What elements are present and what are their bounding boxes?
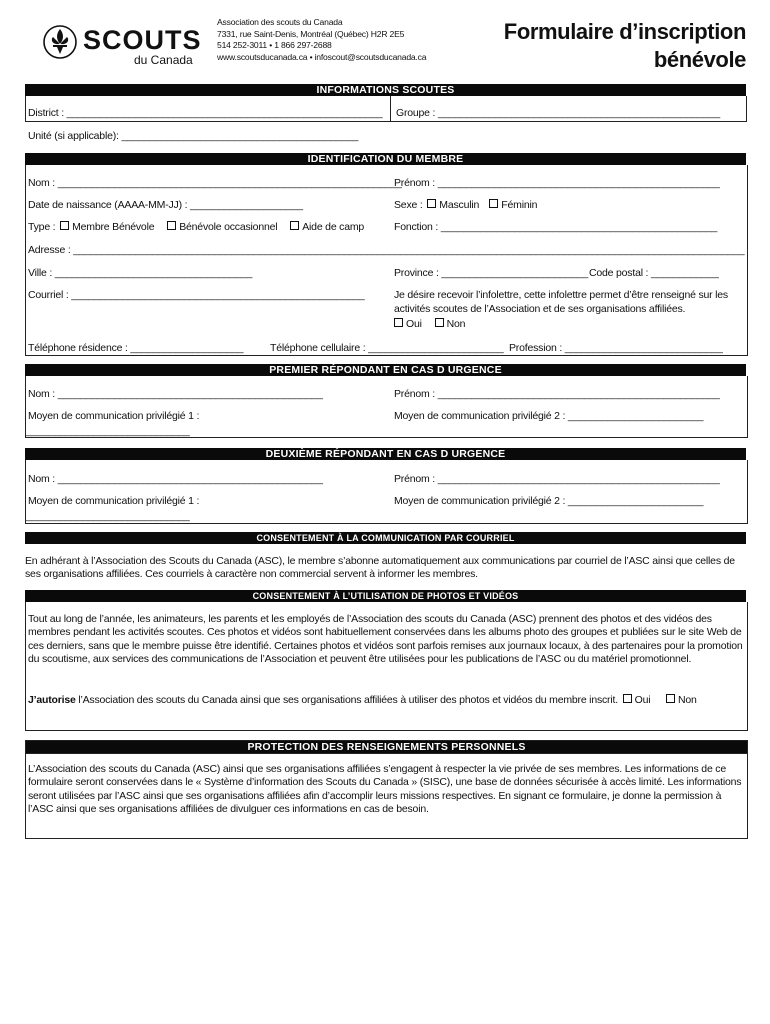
sexe-label: Sexe : <box>394 199 423 211</box>
newsletter-text: activités scoutes de l’Association et de ses organisations affiliées. <box>394 303 686 315</box>
fleur-de-lis-icon <box>42 24 78 60</box>
fonction-field[interactable]: Fonction : _________________________________________________ <box>394 221 718 233</box>
province-field[interactable]: Province : __________________________ <box>394 267 589 279</box>
logo-subtitle: du Canada <box>134 53 193 67</box>
ville-field[interactable]: Ville : ___________________________________ <box>28 267 253 279</box>
section-header-second-responder: DEUXIÈME RÉPONDANT EN CAS D URGENCE <box>25 448 746 460</box>
prenom-field[interactable]: Prénom : __________________________________________________ <box>394 177 720 189</box>
photo-oui-checkbox[interactable] <box>623 694 632 703</box>
section-header-photo-consent: CONSENTEMENT À L’UTILISATION DE PHOTOS ET VIDÉOS <box>25 590 746 602</box>
title-line: Formulaire d’inscription <box>503 19 746 44</box>
groupe-field[interactable]: Groupe : __________________________________________________ <box>396 107 720 119</box>
logo-wordmark: SCOUTS <box>83 25 202 55</box>
urgence1-moyen1-field[interactable]: _____________________________ <box>26 425 190 437</box>
section-header-scout-info: INFORMATIONS SCOUTES <box>25 84 746 96</box>
type-option-label: Aide de camp <box>302 221 365 233</box>
courriel-field[interactable]: Courriel : ____________________________________________________ <box>28 289 365 301</box>
privacy-text: L’Association des scouts du Canada (ASC) ainsi que ses organisations affiliées s’engagent à respecter la vie privée de ses membres. Les informations de ce formulaire seront conservées dans le « Système d’information des Scouts du Canada » (SISC), une base de données sécurisée à accès limité. Les informations seront utilisées par l’ASC ainsi que ses organisations affiliées afin d’accomplir leurs missions respectives. En signant ce formulaire, je donne la permission à l’ASC ainsi que ses organisations affiliées de divulguer ces informations en cas de besoin. <box>28 763 742 816</box>
section-header-member-id: IDENTIFICATION DU MEMBRE <box>25 153 746 165</box>
urgence1-nom-field[interactable]: Nom : _______________________________________________ <box>28 388 323 400</box>
feminin-checkbox[interactable] <box>489 199 498 208</box>
nom-field[interactable]: Nom : _____________________________________________________________ <box>28 177 402 189</box>
non-label: Non <box>678 694 697 706</box>
section-header-email-consent: CONSENTEMENT À LA COMMUNICATION PAR COURRIEL <box>25 532 746 544</box>
photo-non-checkbox[interactable] <box>666 694 675 703</box>
tel-cellulaire-field[interactable]: Téléphone cellulaire : ________________________ <box>270 342 504 354</box>
urgence1-moyen1-label: Moyen de communication privilégié 1 : <box>28 410 200 422</box>
urgence1-prenom-field[interactable]: Prénom : __________________________________________________ <box>394 388 720 400</box>
tel-residence-field[interactable]: Téléphone résidence : ____________________ <box>28 342 244 354</box>
urgence2-moyen2-field[interactable]: Moyen de communication privilégié 2 : ________________________ <box>394 495 704 507</box>
title-line: bénévole <box>653 47 746 72</box>
type-option-label: Membre Bénévole <box>72 221 155 233</box>
authorize-bold: J’autorise <box>28 694 76 706</box>
code-postal-field[interactable]: Code postal : ____________ <box>589 267 719 279</box>
newsletter-text: Je désire recevoir l’infolettre, cette infolettre permet d’être renseigné sur les <box>394 289 728 301</box>
profession-field[interactable]: Profession : ____________________________ <box>509 342 723 354</box>
address-line: Association des scouts du Canada <box>217 17 343 27</box>
address-line: www.scoutsducanada.ca • infoscout@scoutsducanada.ca <box>217 51 427 62</box>
authorize-text: l’Association des scouts du Canada ainsi que ses organisations affiliées à utiliser des photos et vidéos du membre inscrit. <box>75 694 618 706</box>
membre-benevole-checkbox[interactable] <box>60 221 69 230</box>
newsletter-choice <box>392 318 465 330</box>
form-title <box>504 18 746 74</box>
adresse-field[interactable]: Adresse : _______________________________________________________________________________________________________________________ <box>28 244 745 256</box>
urgence2-nom-field[interactable]: Nom : _______________________________________________ <box>28 473 323 485</box>
district-field[interactable]: District : ________________________________________________________ <box>28 107 383 119</box>
member-section-box <box>25 165 748 356</box>
divider <box>390 96 391 122</box>
feminin-label: Féminin <box>501 199 538 211</box>
masculin-checkbox[interactable] <box>427 199 436 208</box>
type-group <box>28 221 364 233</box>
oui-label: Oui <box>634 694 651 706</box>
address-line: 514 252-3011 • 1 866 297-2688 <box>217 40 332 50</box>
dob-field[interactable]: Date de naissance (AAAA-MM-JJ) : ____________________ <box>28 199 303 211</box>
type-label: Type : <box>28 221 56 233</box>
urgence2-moyen1-field[interactable]: _____________________________ <box>26 510 190 522</box>
section-header-first-responder: PREMIER RÉPONDANT EN CAS D URGENCE <box>25 364 746 376</box>
divider <box>25 121 747 122</box>
type-option-label: Bénévole occasionnel <box>179 221 278 233</box>
photo-authorize-line <box>28 694 697 706</box>
unite-field[interactable]: Unité (si applicable): __________________________________________ <box>28 130 359 142</box>
scouts-logo <box>42 24 202 68</box>
newsletter-oui-checkbox[interactable] <box>394 318 403 327</box>
non-label: Non <box>446 318 466 330</box>
org-address <box>217 17 426 63</box>
aide-de-camp-checkbox[interactable] <box>290 221 299 230</box>
urgence2-prenom-field[interactable]: Prénom : __________________________________________________ <box>394 473 720 485</box>
urgence1-moyen2-field[interactable]: Moyen de communication privilégié 2 : ________________________ <box>394 410 704 422</box>
newsletter-non-checkbox[interactable] <box>435 318 444 327</box>
section-header-privacy: PROTECTION DES RENSEIGNEMENTS PERSONNELS <box>25 740 748 754</box>
oui-label: Oui <box>406 318 422 330</box>
divider <box>25 96 26 122</box>
divider <box>746 96 747 122</box>
urgence2-moyen1-label: Moyen de communication privilégié 1 : <box>28 495 200 507</box>
email-consent-text: En adhérant à l’Association des Scouts du Canada (ASC), le membre s’abonne automatiquement aux communications par courriel de l’ASC ainsi que celles de ses organisations affiliées. Ces courriels à caractère non commercial servent à informer les membres. <box>25 555 735 581</box>
address-line: 7331, rue Saint-Denis, Montréal (Québec) H2R 2E5 <box>217 28 405 39</box>
masculin-label: Masculin <box>439 199 480 211</box>
photo-consent-text: Tout au long de l’année, les animateurs, les parents et les employés de l’Association des scouts du Canada (ASC) prennent des photos et des vidéos des membres pendant les activités scoutes. Ces photos et vidéos sont habituellement conservées dans les albums photo des groupes et publiées sur le site Web de ces derniers, sans que le membre puisse être identifié. Certaines photos et vidéos sont parfois remises aux journaux locaux, à des partenaires pour la promotion du scoutisme, aux services des communications de l’Association et peuvent être utilisées pour les publications de l’ASC ou du matériel promotionnel. <box>28 613 743 666</box>
benevole-occasionnel-checkbox[interactable] <box>167 221 176 230</box>
sexe-group <box>394 199 537 211</box>
